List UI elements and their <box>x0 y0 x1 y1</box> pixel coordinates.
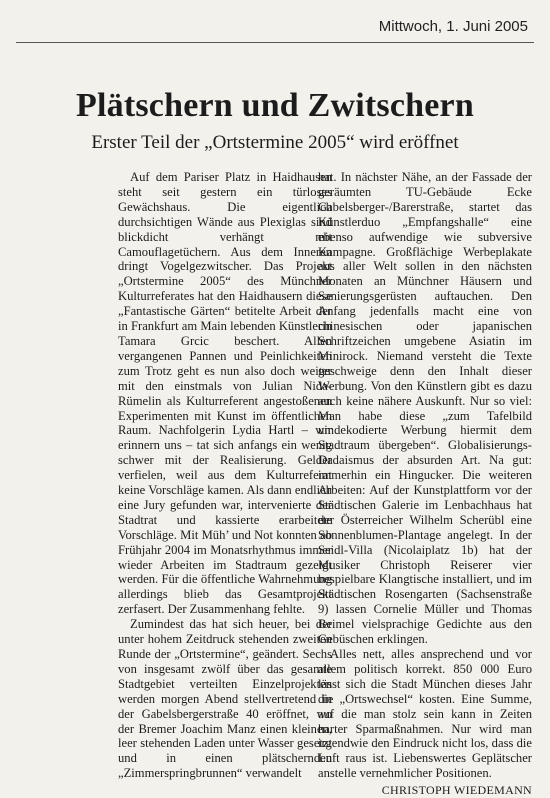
author-byline: CHRISTOPH WIEDEMANN <box>381 783 532 798</box>
dateline: Mittwoch, 1. Juni 2005 <box>378 18 528 35</box>
paragraph: hat. In nächster Nähe, an der Fassade der geräumten TU-Gebäude Ecke Gabelsberger-/Barerstraße, startet das Künstlerduo „Empfangshalle“ eine ebenso aufwendige wie subversive Kampagne. Großflächige Werbeplakate aus aller Welt sollen in den nächsten Monaten an Münchner Häusern und Sanierungsgerüsten auftauchen. Den Anfang jedenfalls macht eine von chinesischen oder japanischen Schriftzeichen umgebene Asiatin im Minirock. Niemand versteht die Texte geschweige denn den Inhalt dieser Werbung. Von den Künstlern gibt es dazu auch keine nähere Auskunft. Nur so viel: Man habe diese „zum Tafelbild umdekodierte Werbung hiermit dem Stadtraum übergeben“. Globalisierungs-Dadaismus der absurden Art. Na gut: immerhin ein Hingucker. Die weiteren Arbeiten: Auf der Kunstplattform vor der Städtischen Galerie im Lenbachhaus hat der Österreicher Wilhelm Scherübl eine Sonnenblumen-Plantage angelegt. In der Seidl-Villa (Nicolaiplatz 1b) hat der Musiker Christoph Reiserer vier bespielbare Klangtische installiert, und im Städtischen Rosengarten (Sachsenstraße 9) lassen Cornelie Müller und Thomas Beimel vielsprachige Gedichte aus den Gebüschen erklingen. <box>318 170 532 647</box>
article-column-left <box>118 170 332 781</box>
subheadline: Erster Teil der „Ortstermine 2005“ wird eröffnet <box>91 132 459 153</box>
header-rule <box>16 42 534 43</box>
headline: Plätschern und Zwitschern <box>76 87 474 124</box>
paragraph: Auf dem Pariser Platz in Haidhausen steht seit gestern ein türloses Gewächshaus. Die eigentlich durchsichtigen Wände aus Plexiglas sind blickdicht verhängt mit Camouflagetüchern. Aus dem Inneren dringt Vogelgezwitscher. Das Projekt „Ortstermine 2005“ des Münchner Kulturreferates hat den Haidhausern diese „Fantastische Gärten“ betitelte Arbeit der in Frankfurt am Main lebenden Künstlerin Tamara Grcic beschert. Allen vergangenen Pannen und Peinlichkeiten zum Trotz geht es nun also doch weiter mit den einstmals von Julian Nida-Rümelin als Kulturreferent angestoßenen Experimenten mit Kunst im öffentlichen Raum. Nachfolgerin Lydia Hartl – wir erinnern uns – tat sich anfangs ein wenig schwer mit der Realisierung. Gelder verfielen, weil aus dem Kulturreferat keine Vorschläge kamen. Als dann endlich eine Jury gefunden war, intervenierte der Stadtrat und kassierte erarbeitete Vorschläge. Mit Müh’ und Not konnten ab Frühjahr 2004 im Monatsrhythmus immer wieder Arbeiten im Stadtraum gezeigt werden. Für die öffentliche Wahrnehmung allerdings blieb das Gesamtprojekt zerfasert. Der Zusammenhang fehlte. <box>118 170 332 617</box>
article-column-right <box>318 170 532 798</box>
paragraph: Alles nett, alles ansprechend und vor allem politisch korrekt. 850 000 Euro lässt sich die Stadt München dieses Jahr die „Ortswechsel“ kosten. Eine Summe, auf die man stolz sein kann in Zeiten harter Sparmaßnahmen. Nur wird man irgendwie den Eindruck nicht los, dass die Luft raus ist. Liebenswertes Geplätscher anstelle vernehmlicher Positionen. <box>318 647 532 781</box>
paragraph: Zumindest das hat sich heuer, bei der unter hohem Zeitdruck stehenden zweiten Runde der „Ortstermine“, geändert. Sechs von insgesamt zwölf über das gesamte Stadtgebiet verteilten Einzelprojekten werden morgen Abend stellvertretend in der Gabelsbergerstraße 40 eröffnet, wo der Bremer Joachim Manz einen kleinen, leer stehenden Laden unter Wasser gesetzt und in einen plätschernden „Zimmerspringbrunnen“ verwandelt <box>118 617 332 781</box>
